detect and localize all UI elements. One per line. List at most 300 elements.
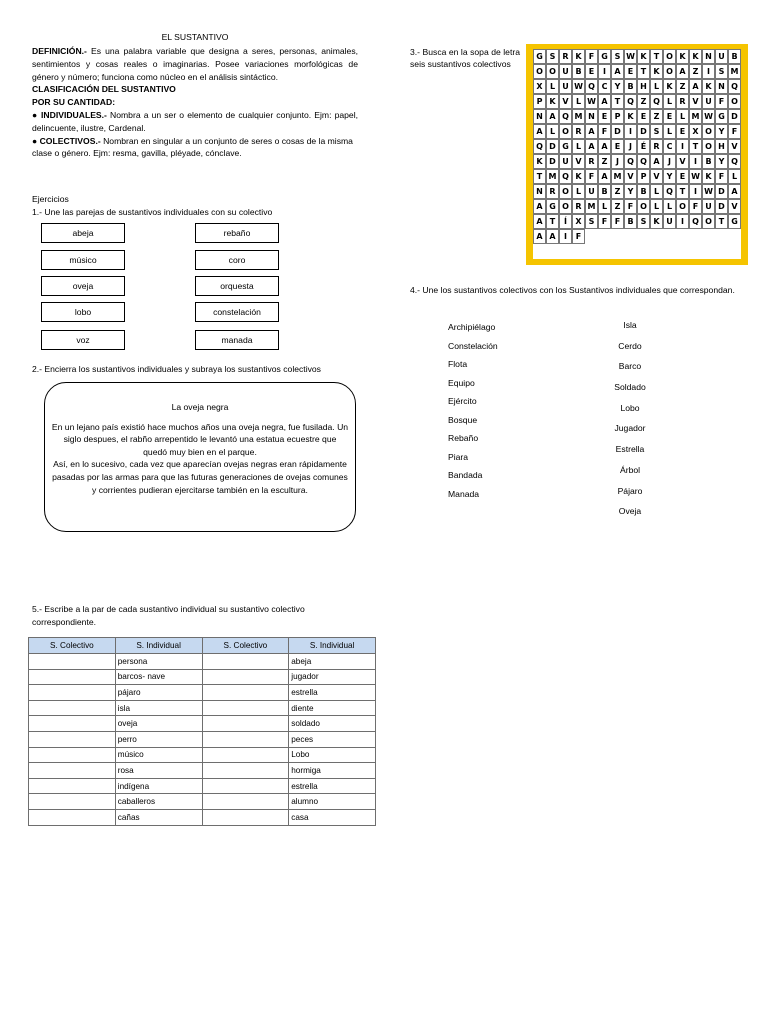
letter-cell[interactable]: A	[676, 64, 689, 79]
letter-cell[interactable]: L	[650, 79, 663, 94]
letter-cell[interactable]: F	[572, 229, 585, 244]
individual-cell: pájaro	[115, 685, 202, 701]
letter-cell[interactable]: S	[637, 214, 650, 229]
letter-cell[interactable]: L	[572, 94, 585, 109]
letter-cell[interactable]: B	[572, 64, 585, 79]
letter-cell[interactable]: Q	[585, 79, 598, 94]
letter-cell[interactable]: I	[689, 154, 702, 169]
letter-cell[interactable]: Q	[559, 109, 572, 124]
story-box	[44, 382, 356, 532]
letter-cell[interactable]: U	[715, 49, 728, 64]
letter-cell[interactable]: T	[637, 64, 650, 79]
individual-cell: soldado	[289, 716, 376, 732]
letter-cell[interactable]: W	[702, 184, 715, 199]
blank-collective-cell[interactable]	[202, 809, 289, 825]
letter-cell[interactable]: B	[624, 214, 637, 229]
blank-collective-cell[interactable]	[29, 716, 116, 732]
letter-cell[interactable]: K	[624, 109, 637, 124]
individual-cell: cañas	[115, 809, 202, 825]
letter-cell[interactable]: N	[702, 49, 715, 64]
letter-cell[interactable]: L	[598, 199, 611, 214]
letter-cell[interactable]: Z	[676, 79, 689, 94]
letter-cell[interactable]: K	[572, 169, 585, 184]
blank-collective-cell[interactable]	[29, 763, 116, 779]
individual-cell: músico	[115, 747, 202, 763]
collective-item: Archipiélago	[448, 322, 496, 332]
collective-item: Equipo	[448, 377, 475, 388]
definition-text: Es una palabra variable que designa a seres, personas, animales, sentimientos y cosas reales o imaginarias. Posee variaciones morfológicas de género y número; funciona como núcleo en el análisis sintáctico.	[32, 46, 359, 82]
blank-collective-cell[interactable]	[202, 716, 289, 732]
definition	[32, 45, 358, 83]
letter-cell[interactable]: G	[533, 49, 546, 64]
pair-left-box: voz	[41, 330, 125, 350]
letter-cell[interactable]: V	[559, 94, 572, 109]
letter-cell[interactable]: E	[585, 64, 598, 79]
quantity-heading: POR SU CANTIDAD:	[32, 97, 116, 108]
header-individual-1: S. Individual	[115, 638, 202, 654]
individual-item: Árbol	[619, 464, 641, 475]
blank-collective-cell[interactable]	[202, 731, 289, 747]
letter-cell[interactable]: O	[559, 184, 572, 199]
letter-cell[interactable]: J	[611, 154, 624, 169]
letter-cell[interactable]: L	[663, 94, 676, 109]
letter-cell[interactable]: Q	[650, 94, 663, 109]
letter-cell[interactable]: F	[585, 169, 598, 184]
letter-cell[interactable]: Q	[728, 79, 741, 94]
letter-cell[interactable]: A	[598, 94, 611, 109]
blank-collective-cell[interactable]	[202, 778, 289, 794]
letter-cell[interactable]: J	[624, 139, 637, 154]
individual-cell: Lobo	[289, 747, 376, 763]
letter-cell[interactable]: R	[572, 199, 585, 214]
individual-cell: persona	[115, 654, 202, 670]
pair-right-box: constelación	[195, 302, 279, 322]
letter-cell[interactable]: R	[650, 139, 663, 154]
header-collective-1: S. Colectivo	[29, 638, 116, 654]
blank-collective-cell[interactable]	[202, 654, 289, 670]
letter-cell[interactable]: K	[650, 64, 663, 79]
letter-cell[interactable]: K	[650, 214, 663, 229]
letter-cell[interactable]: R	[559, 49, 572, 64]
table-row	[29, 716, 376, 732]
letter-cell[interactable]: S	[611, 49, 624, 64]
letter-cell[interactable]: O	[663, 64, 676, 79]
letter-cell[interactable]: V	[650, 169, 663, 184]
letter-cell[interactable]: Z	[637, 94, 650, 109]
letter-cell[interactable]: Z	[598, 154, 611, 169]
letter-cell[interactable]: J	[663, 154, 676, 169]
letter-cell[interactable]: M	[689, 109, 702, 124]
letter-cell[interactable]: A	[611, 64, 624, 79]
letter-cell[interactable]: G	[728, 214, 741, 229]
letter-cell[interactable]: N	[585, 109, 598, 124]
letter-cell[interactable]: Q	[663, 184, 676, 199]
letter-cell[interactable]: D	[637, 124, 650, 139]
letter-cell[interactable]: K	[572, 49, 585, 64]
letter-cell[interactable]: A	[533, 124, 546, 139]
pair-right-box: orquesta	[195, 276, 279, 296]
collective-item: Constelación	[448, 340, 498, 351]
letter-cell[interactable]: K	[663, 79, 676, 94]
letter-cell[interactable]: X	[533, 79, 546, 94]
letter-cell[interactable]: I	[598, 64, 611, 79]
letter-cell[interactable]: L	[572, 139, 585, 154]
individual-cell: oveja	[115, 716, 202, 732]
classification-heading: CLASIFICACIÓN DEL SUSTANTIVO	[32, 84, 176, 95]
collective-label: ● COLECTIVOS.-	[32, 135, 101, 146]
pair-left-box: músico	[41, 250, 125, 270]
letter-cell[interactable]: O	[533, 64, 546, 79]
letter-cell[interactable]: I	[689, 184, 702, 199]
collective-item: Ejército	[448, 396, 477, 406]
letter-cell[interactable]: D	[715, 184, 728, 199]
letter-cell[interactable]: F	[598, 124, 611, 139]
individual-item: Oveja	[618, 506, 642, 517]
table-row	[29, 747, 376, 763]
individual-definition	[32, 109, 358, 135]
letter-cell[interactable]: Y	[715, 154, 728, 169]
story-paragraph-1: En un lejano país existió hace muchos años una oveja negra, fue fusilada. Un siglo despues, el rabño arrepentido le levantó una estatua ecuestre que quedó muy bien en el parque.	[51, 421, 349, 457]
letter-cell[interactable]: A	[689, 79, 702, 94]
letter-cell[interactable]: Q	[559, 169, 572, 184]
letter-cell[interactable]: C	[663, 139, 676, 154]
letter-cell[interactable]: L	[650, 199, 663, 214]
letter-cell[interactable]: E	[663, 109, 676, 124]
letter-cell[interactable]: L	[572, 184, 585, 199]
letter-cell[interactable]: Í	[559, 214, 572, 229]
letter-cell[interactable]: A	[650, 154, 663, 169]
letter-cell[interactable]: Z	[611, 199, 624, 214]
individual-cell: casa	[289, 809, 376, 825]
letter-cell[interactable]: K	[676, 49, 689, 64]
collective-examples: clase o género. Ejm: resma, gavilla, pléyade, cónclave.	[32, 148, 242, 159]
letter-cell[interactable]: L	[650, 184, 663, 199]
letter-cell[interactable]: F	[715, 169, 728, 184]
blank-collective-cell[interactable]	[29, 731, 116, 747]
letter-cell[interactable]: Z	[611, 184, 624, 199]
letter-cell[interactable]: O	[546, 64, 559, 79]
letter-cell[interactable]: K	[533, 154, 546, 169]
collective-item: Rebaño	[448, 433, 479, 443]
letter-cell[interactable]: G	[715, 109, 728, 124]
collective-text: Nombran en singular a un conjunto de seres o cosas de la misma	[103, 135, 353, 146]
individual-cell: alumno	[289, 794, 376, 810]
question-1: 1.- Une las parejas de sustantivos individuales con su colectivo	[32, 207, 273, 217]
letter-cell[interactable]: F	[728, 124, 741, 139]
letter-cell[interactable]: B	[702, 154, 715, 169]
letter-cell[interactable]: V	[728, 139, 741, 154]
letter-cell[interactable]: S	[650, 124, 663, 139]
letter-cell[interactable]: U	[559, 79, 572, 94]
collective-list	[448, 322, 498, 507]
letter-cell[interactable]: A	[533, 229, 546, 244]
letter-cell[interactable]: Y	[715, 124, 728, 139]
letter-cell[interactable]: I	[676, 214, 689, 229]
collective-item: Flota	[448, 359, 468, 369]
letter-cell[interactable]: R	[572, 124, 585, 139]
individual-cell: rosa	[115, 763, 202, 779]
letter-cell[interactable]: T	[650, 49, 663, 64]
letter-cell[interactable]: I	[676, 139, 689, 154]
letter-cell[interactable]: P	[637, 169, 650, 184]
letter-cell[interactable]: A	[585, 124, 598, 139]
letter-cell[interactable]: N	[533, 184, 546, 199]
blank-collective-cell[interactable]	[29, 700, 116, 716]
letter-cell[interactable]: G	[559, 139, 572, 154]
collective-item: Manada	[448, 488, 480, 499]
letter-cell[interactable]: B	[637, 184, 650, 199]
letter-cell[interactable]: E	[598, 109, 611, 124]
letter-cell[interactable]: L	[676, 109, 689, 124]
letter-cell[interactable]: A	[533, 214, 546, 229]
table-row	[29, 809, 376, 825]
table-row	[29, 654, 376, 670]
letter-cell[interactable]: X	[572, 214, 585, 229]
pair-left-box: abeja	[41, 223, 125, 243]
blank-collective-cell[interactable]	[29, 654, 116, 670]
individual-cell: hormiga	[289, 763, 376, 779]
letter-cell[interactable]: E	[676, 124, 689, 139]
letter-cell[interactable]: K	[546, 94, 559, 109]
letter-cell[interactable]: M	[611, 169, 624, 184]
letter-cell[interactable]: T	[533, 169, 546, 184]
letter-cell[interactable]: L	[546, 124, 559, 139]
letter-cell[interactable]: U	[663, 214, 676, 229]
letter-cell[interactable]: U	[702, 199, 715, 214]
blank-collective-cell[interactable]	[29, 794, 116, 810]
letter-cell[interactable]: Z	[689, 64, 702, 79]
letter-cell[interactable]: Q	[533, 139, 546, 154]
letter-cell[interactable]: M	[585, 199, 598, 214]
question-3: 3.- Busca en la sopa de letra seis sustantivos colectivos	[410, 47, 520, 70]
letter-cell[interactable]: F	[585, 49, 598, 64]
letter-cell[interactable]: O	[676, 199, 689, 214]
letter-cell[interactable]: I	[624, 124, 637, 139]
letter-cell[interactable]: Q	[637, 154, 650, 169]
letter-cell[interactable]: F	[611, 214, 624, 229]
letter-cell[interactable]: U	[559, 154, 572, 169]
letter-cell[interactable]: L	[663, 124, 676, 139]
letter-cell[interactable]: F	[689, 199, 702, 214]
collective-item: Bandada	[448, 470, 483, 480]
story-paragraph-2: Así, en lo sucesivo, cada vez que aparecían ovejas negras eran rápidamente pasadas por las armas para que las futuras generaciones de ovejas comunes y corrientes pudieran ejercitarse también en la escultura.	[52, 459, 348, 495]
letter-cell[interactable]: A	[585, 139, 598, 154]
letter-cell[interactable]: B	[728, 49, 741, 64]
letter-cell[interactable]: T	[546, 214, 559, 229]
letter-cell[interactable]: K	[689, 49, 702, 64]
letter-cell[interactable]: S	[585, 214, 598, 229]
pair-left-box: lobo	[41, 302, 125, 322]
blank-collective-cell[interactable]	[29, 778, 116, 794]
table-header-row	[29, 638, 376, 654]
letter-cell[interactable]: U	[702, 94, 715, 109]
letter-cell[interactable]: G	[598, 49, 611, 64]
table-row	[29, 794, 376, 810]
letter-cell[interactable]: E	[637, 109, 650, 124]
table-row	[29, 685, 376, 701]
blank-collective-cell[interactable]	[29, 809, 116, 825]
individual-cell: perro	[115, 731, 202, 747]
letter-cell[interactable]: N	[715, 79, 728, 94]
letter-cell[interactable]: Y	[663, 169, 676, 184]
individual-cell: estrella	[289, 685, 376, 701]
letter-cell[interactable]: A	[533, 199, 546, 214]
letter-cell[interactable]: T	[715, 214, 728, 229]
blank-collective-cell[interactable]	[29, 747, 116, 763]
individual-item: Jugador	[614, 423, 646, 434]
letter-cell[interactable]: H	[715, 139, 728, 154]
individual-cell: abeja	[289, 654, 376, 670]
blank-collective-cell[interactable]	[29, 685, 116, 701]
letter-cell[interactable]: W	[702, 109, 715, 124]
letter-cell[interactable]: O	[559, 199, 572, 214]
letter-cell[interactable]: Z	[650, 109, 663, 124]
letter-cell[interactable]: M	[572, 109, 585, 124]
letter-cell[interactable]: M	[546, 169, 559, 184]
letter-cell[interactable]: A	[728, 184, 741, 199]
letter-cell[interactable]: T	[689, 139, 702, 154]
letter-cell[interactable]: O	[702, 214, 715, 229]
collective-item: Piara	[448, 451, 469, 462]
header-individual-2: S. Individual	[289, 638, 376, 654]
individual-cell: jugador	[289, 669, 376, 685]
letter-cell[interactable]: V	[689, 94, 702, 109]
individual-item: Soldado	[614, 382, 646, 393]
letter-cell[interactable]: E	[611, 139, 624, 154]
letter-cell[interactable]: K	[702, 79, 715, 94]
question-5: 5.- Escribe a la par de cada sustantivo individual su sustantivo colectivo correspondiente.	[32, 604, 305, 627]
letter-cell[interactable]: W	[572, 79, 585, 94]
letter-cell[interactable]: A	[598, 139, 611, 154]
letter-cell[interactable]: L	[728, 169, 741, 184]
letter-cell[interactable]: E	[676, 169, 689, 184]
letter-cell[interactable]: E	[624, 64, 637, 79]
word-search-grid	[533, 49, 741, 259]
letter-cell[interactable]: Q	[624, 94, 637, 109]
letter-cell[interactable]: Y	[611, 79, 624, 94]
letter-cell[interactable]: B	[624, 79, 637, 94]
individual-item: Isla	[623, 320, 637, 330]
letter-cell[interactable]: V	[728, 199, 741, 214]
letter-cell[interactable]: V	[624, 169, 637, 184]
blank-collective-cell[interactable]	[202, 685, 289, 701]
letter-cell[interactable]: I	[559, 229, 572, 244]
letter-cell[interactable]: Q	[728, 154, 741, 169]
letter-cell[interactable]: O	[637, 199, 650, 214]
letter-cell[interactable]: D	[715, 199, 728, 214]
letter-cell[interactable]: S	[715, 64, 728, 79]
letter-cell[interactable]: M	[728, 64, 741, 79]
letter-cell[interactable]: W	[585, 94, 598, 109]
letter-cell[interactable]: N	[533, 109, 546, 124]
letter-cell[interactable]: B	[598, 184, 611, 199]
letter-cell[interactable]: F	[598, 214, 611, 229]
pair-left-box: oveja	[41, 276, 125, 296]
letter-cell[interactable]: O	[702, 139, 715, 154]
letter-cell[interactable]: W	[689, 169, 702, 184]
pair-right-box: rebaño	[195, 223, 279, 243]
letter-cell[interactable]: T	[611, 94, 624, 109]
individual-item: Cerdo	[618, 340, 642, 351]
letter-cell[interactable]: O	[702, 124, 715, 139]
letter-cell[interactable]: H	[637, 79, 650, 94]
letter-cell[interactable]: P	[533, 94, 546, 109]
letter-cell[interactable]: D	[728, 109, 741, 124]
header-collective-2: S. Colectivo	[202, 638, 289, 654]
blank-collective-cell[interactable]	[202, 794, 289, 810]
question-4: 4.- Une los sustantivos colectivos con los Sustantivos individuales que correspondan.	[410, 285, 735, 295]
individual-text: Nombra a un ser o elemento de cualquier conjunto. Ejm: papel, delincuente, ilustre, Cardenal.	[32, 109, 359, 133]
letter-cell[interactable]: D	[611, 124, 624, 139]
letter-cell[interactable]: S	[546, 49, 559, 64]
pair-right-box: coro	[195, 250, 279, 270]
letter-cell[interactable]: I	[702, 64, 715, 79]
letter-cell[interactable]: Q	[689, 214, 702, 229]
letter-cell[interactable]: G	[546, 199, 559, 214]
individual-cell: indígena	[115, 778, 202, 794]
individual-cell: barcos- nave	[115, 669, 202, 685]
letter-cell[interactable]: V	[572, 154, 585, 169]
letter-cell[interactable]: D	[546, 139, 559, 154]
letter-cell[interactable]: T	[676, 184, 689, 199]
definition-label: DEFINICIÓN.-	[32, 46, 87, 56]
letter-cell[interactable]: É	[637, 139, 650, 154]
letter-cell[interactable]: A	[598, 169, 611, 184]
blank-collective-cell[interactable]	[202, 700, 289, 716]
letter-cell[interactable]: Q	[624, 154, 637, 169]
letter-cell[interactable]: P	[611, 109, 624, 124]
letter-cell[interactable]: O	[728, 94, 741, 109]
letter-cell[interactable]: K	[702, 169, 715, 184]
individual-list	[604, 320, 656, 527]
exercises-heading: Ejercicios	[32, 194, 69, 204]
letter-cell[interactable]: U	[559, 64, 572, 79]
letter-cell[interactable]: A	[546, 229, 559, 244]
letter-cell[interactable]: R	[546, 184, 559, 199]
letter-cell[interactable]: A	[546, 109, 559, 124]
page-title: EL SUSTANTIVO	[161, 32, 229, 42]
letter-cell[interactable]: O	[559, 124, 572, 139]
letter-cell[interactable]: L	[663, 199, 676, 214]
blank-collective-cell[interactable]	[29, 669, 116, 685]
letter-cell[interactable]: U	[585, 184, 598, 199]
letter-cell[interactable]: L	[546, 79, 559, 94]
letter-cell[interactable]: R	[585, 154, 598, 169]
blank-collective-cell[interactable]	[202, 747, 289, 763]
blank-collective-cell[interactable]	[202, 763, 289, 779]
letter-cell[interactable]: Y	[624, 184, 637, 199]
letter-cell[interactable]: W	[624, 49, 637, 64]
letter-cell[interactable]: K	[637, 49, 650, 64]
letter-cell[interactable]: F	[624, 199, 637, 214]
letter-cell[interactable]: C	[598, 79, 611, 94]
letter-cell[interactable]: V	[676, 154, 689, 169]
table-row	[29, 700, 376, 716]
individual-item: Lobo	[620, 402, 640, 413]
letter-cell[interactable]: D	[546, 154, 559, 169]
table-row	[29, 669, 376, 685]
letter-cell[interactable]: R	[676, 94, 689, 109]
letter-cell[interactable]: F	[715, 94, 728, 109]
collective-definition	[32, 135, 358, 148]
individual-cell: caballeros	[115, 794, 202, 810]
letter-cell[interactable]: O	[663, 49, 676, 64]
letter-cell[interactable]: X	[689, 124, 702, 139]
blank-collective-cell[interactable]	[202, 669, 289, 685]
intro-section	[32, 45, 358, 160]
individual-item: Estrella	[615, 444, 645, 455]
individual-cell: diente	[289, 700, 376, 716]
